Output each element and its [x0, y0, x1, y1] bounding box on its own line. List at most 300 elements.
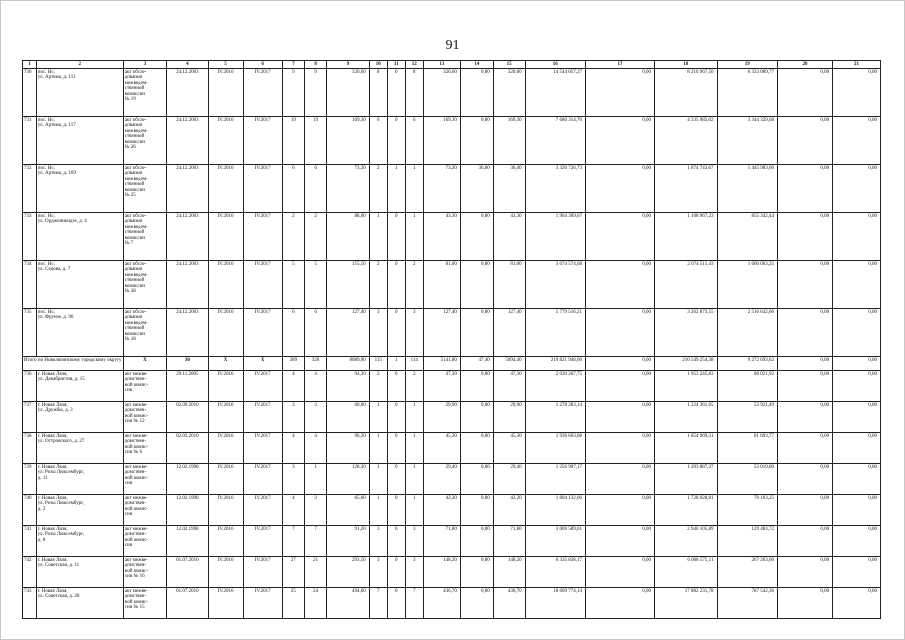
- cell-c21: 0,00: [833, 495, 881, 526]
- cell-c16: 3 069 589,61: [525, 526, 585, 557]
- cell-date: 24.12.2003: [167, 165, 208, 213]
- cell-c10: 1: [369, 402, 387, 433]
- cell-addr: г. Новая Ляля, ул. Декабристов, д. 15: [36, 371, 123, 402]
- cell-c20: 0,00: [777, 261, 832, 309]
- cell-c13: 81,00: [423, 261, 460, 309]
- total-c4: 30: [167, 357, 208, 371]
- housing-table: [22, 60, 881, 619]
- cell-c21: 0,00: [833, 69, 881, 117]
- cell-c7: 9: [282, 69, 304, 117]
- cell-c11: 0: [387, 309, 405, 357]
- cell-c20: 0,00: [777, 557, 832, 588]
- cell-c17: 0,00: [586, 526, 655, 557]
- cell-c16: 14 544 057,27: [525, 69, 585, 117]
- cell-c7: 3: [282, 464, 304, 495]
- column-number: 18: [654, 61, 717, 69]
- total-c21: 0,00: [833, 357, 881, 371]
- column-number-row: [23, 61, 881, 69]
- cell-c8: 4: [305, 371, 327, 402]
- cell-addr: пос. Нс, ул. Фрунзе, д. 96: [36, 309, 123, 357]
- cell-c8: 19: [305, 117, 327, 165]
- cell-doc: акт обсле- дования межведом- ственной комиссии № 18: [123, 309, 166, 357]
- total-row: [23, 357, 881, 371]
- cell-c15: 45,30: [493, 433, 525, 464]
- cell-c11: 0: [387, 433, 405, 464]
- cell-c13: 169,30: [423, 117, 460, 165]
- cell-doc: акт обсле- дования межведом- ственной комиссии № 26: [123, 117, 166, 165]
- cell-c20: 0,00: [777, 588, 832, 619]
- cell-c21: 0,00: [833, 213, 881, 261]
- cell-q1: IV.2016: [208, 495, 243, 526]
- cell-c18: 2 940 105,89: [654, 526, 717, 557]
- cell-q1: IV.2016: [208, 557, 243, 588]
- cell-c9: 88,00: [327, 213, 369, 261]
- cell-c16: 1 256 907,17: [525, 464, 585, 495]
- cell-date: 12.02.1998: [167, 495, 208, 526]
- cell-addr: г. Новая Ляля, ул. Розы Люксембург, д. 8: [36, 526, 123, 557]
- cell-q2: IV.2017: [243, 371, 282, 402]
- cell-c8: 24: [305, 588, 327, 619]
- cell-c15: 47,30: [493, 371, 525, 402]
- cell-c9: 494,00: [327, 588, 369, 619]
- cell-c20: 0,00: [777, 402, 832, 433]
- cell-q1: IV.2016: [208, 117, 243, 165]
- total-c19: 9 272 693,62: [717, 357, 777, 371]
- cell-q1: IV.2016: [208, 309, 243, 357]
- cell-c12: 3: [405, 557, 423, 588]
- cell-doc: акт межве- домствен- ной комис- сии № 16: [123, 557, 166, 588]
- column-number: 11: [387, 61, 405, 69]
- cell-c21: 0,00: [833, 117, 881, 165]
- cell-c7: 6: [282, 165, 304, 213]
- cell-doc: акт межве- домствен- ной комис- сии: [123, 464, 166, 495]
- cell-c10: 8: [369, 69, 387, 117]
- cell-date: 01.07.2010: [167, 588, 208, 619]
- cell-c17: 0,00: [586, 117, 655, 165]
- cell-c17: 0,00: [586, 165, 655, 213]
- table-row: [23, 588, 881, 619]
- cell-c17: 0,00: [586, 309, 655, 357]
- column-number: 15: [493, 61, 525, 69]
- column-number: 16: [525, 61, 585, 69]
- cell-c13: 436,70: [423, 588, 460, 619]
- cell-c19: 53 019,80: [717, 464, 777, 495]
- cell-c17: 0,00: [586, 213, 655, 261]
- cell-num: 735: [23, 309, 37, 357]
- cell-q2: IV.2017: [243, 433, 282, 464]
- cell-addr: пос. Нс, ул. Артема, д. 111: [36, 69, 123, 117]
- cell-c18: 1 203 887,37: [654, 464, 717, 495]
- table-row: [23, 433, 881, 464]
- cell-c10: 1: [369, 495, 387, 526]
- table-row: [23, 495, 881, 526]
- cell-c13: 42,20: [423, 495, 460, 526]
- cell-c20: 0,00: [777, 495, 832, 526]
- column-number: 1: [23, 61, 37, 69]
- cell-c15: 320,60: [493, 69, 525, 117]
- cell-c11: 0: [387, 261, 405, 309]
- column-number: 9: [327, 61, 369, 69]
- total-label: Итого по Новолялинскому городскому округу: [23, 357, 124, 371]
- cell-c8: 5: [305, 261, 327, 309]
- table-row: [23, 261, 881, 309]
- cell-num: 736: [23, 371, 37, 402]
- cell-c17: 0,00: [586, 464, 655, 495]
- cell-c21: 0,00: [833, 588, 881, 619]
- cell-c12: 2: [405, 371, 423, 402]
- cell-c18: 2 074 511,43: [654, 261, 717, 309]
- cell-num: 741: [23, 526, 37, 557]
- cell-c20: 0,00: [777, 526, 832, 557]
- cell-c16: 1 278 283,14: [525, 402, 585, 433]
- cell-c16: 1 804 132,06: [525, 495, 585, 526]
- cell-c11: 0: [387, 371, 405, 402]
- total-c6: X: [243, 357, 282, 371]
- cell-c11: 0: [387, 69, 405, 117]
- cell-c8: 21: [305, 557, 327, 588]
- table-row: [23, 371, 881, 402]
- cell-q2: IV.2017: [243, 526, 282, 557]
- cell-q1: IV.2016: [208, 588, 243, 619]
- cell-c21: 0,00: [833, 557, 881, 588]
- cell-c11: 0: [387, 557, 405, 588]
- cell-doc: акт обсле- дования межведом- ственной комиссии № 38: [123, 261, 166, 309]
- cell-c13: 47,30: [423, 371, 460, 402]
- cell-c20: 0,00: [777, 309, 832, 357]
- cell-c21: 0,00: [833, 165, 881, 213]
- cell-c7: 4: [282, 371, 304, 402]
- cell-q1: IV.2016: [208, 464, 243, 495]
- table-row: [23, 557, 881, 588]
- column-number: 6: [243, 61, 282, 69]
- cell-c10: 1: [369, 433, 387, 464]
- cell-c7: 2: [282, 213, 304, 261]
- cell-c15: 29,90: [493, 402, 525, 433]
- cell-c14: 0,00: [460, 117, 493, 165]
- cell-c12: 7: [405, 588, 423, 619]
- cell-c9: 60,00: [327, 402, 369, 433]
- cell-c11: 0: [387, 526, 405, 557]
- cell-c17: 0,00: [586, 588, 655, 619]
- cell-c10: 2: [369, 165, 387, 213]
- cell-c8: 9: [305, 69, 327, 117]
- cell-addr: г. Новая Ляля, ул. Советская, д. 20: [36, 588, 123, 619]
- cell-doc: акт межве- домствен- ной комис- сии № 6: [123, 433, 166, 464]
- cell-c14: 0,00: [460, 261, 493, 309]
- total-c7: 389: [282, 357, 304, 371]
- cell-c16: 18 669 774,14: [525, 588, 585, 619]
- cell-c8: 2: [305, 213, 327, 261]
- cell-c7: 4: [282, 433, 304, 464]
- cell-c16: 1 936 663,08: [525, 433, 585, 464]
- cell-doc: акт межве- домствен- ной комис- сии № 12: [123, 402, 166, 433]
- cell-num: 733: [23, 213, 37, 261]
- cell-q1: IV.2016: [208, 69, 243, 117]
- cell-c20: 0,00: [777, 69, 832, 117]
- cell-addr: г. Новая Ляля, ул. Дружбы, д. 3: [36, 402, 123, 433]
- cell-c14: 0,00: [460, 464, 493, 495]
- total-c11: 1: [387, 357, 405, 371]
- cell-c15: 81,00: [493, 261, 525, 309]
- cell-num: 732: [23, 165, 37, 213]
- cell-q1: IV.2016: [208, 165, 243, 213]
- cell-c20: 0,00: [777, 464, 832, 495]
- cell-c17: 0,00: [586, 371, 655, 402]
- cell-c10: 1: [369, 464, 387, 495]
- cell-c12: 3: [405, 309, 423, 357]
- total-c15: 5094,40: [493, 357, 525, 371]
- cell-c10: 2: [369, 261, 387, 309]
- cell-num: 743: [23, 588, 37, 619]
- cell-c12: 1: [405, 495, 423, 526]
- cell-c13: 148,20: [423, 557, 460, 588]
- cell-c15: 436,70: [493, 588, 525, 619]
- cell-c8: 3: [305, 402, 327, 433]
- column-number: 4: [167, 61, 208, 69]
- cell-c13: 71,80: [423, 526, 460, 557]
- cell-c11: 0: [387, 588, 405, 619]
- cell-c9: 127,40: [327, 309, 369, 357]
- cell-c12: 1: [405, 213, 423, 261]
- cell-addr: пос. Нс, ул. Седова, д. 7: [36, 261, 123, 309]
- cell-c18: 1 854 969,31: [654, 433, 717, 464]
- column-number: 21: [833, 61, 881, 69]
- cell-c16: 6 335 838,17: [525, 557, 585, 588]
- cell-c14: 0,00: [460, 588, 493, 619]
- cell-c18: 1 874 743,67: [654, 165, 717, 213]
- cell-c16: 5 779 516,21: [525, 309, 585, 357]
- column-number: 20: [777, 61, 832, 69]
- cell-c12: 6: [405, 117, 423, 165]
- cell-c11: 0: [387, 464, 405, 495]
- cell-date: 24.12.2003: [167, 213, 208, 261]
- cell-c13: 43,30: [423, 213, 460, 261]
- cell-c16: 3 320 726,73: [525, 165, 585, 213]
- cell-date: 12.02.1998: [167, 464, 208, 495]
- total-c5: X: [208, 357, 243, 371]
- cell-c8: 7: [305, 526, 327, 557]
- cell-c9: 94,30: [327, 371, 369, 402]
- cell-c14: 0,00: [460, 371, 493, 402]
- cell-q2: IV.2017: [243, 213, 282, 261]
- cell-doc: акт межве- домствен- ной комис- сии № 15: [123, 588, 166, 619]
- cell-c17: 0,00: [586, 557, 655, 588]
- cell-date: 02.03.2010: [167, 433, 208, 464]
- cell-c19: 6 333 089,77: [717, 69, 777, 117]
- cell-date: 24.12.2003: [167, 117, 208, 165]
- cell-c10: 3: [369, 557, 387, 588]
- column-number: 17: [586, 61, 655, 69]
- cell-c9: 155,50: [327, 261, 369, 309]
- table-row: [23, 402, 881, 433]
- cell-c9: 91,20: [327, 526, 369, 557]
- cell-c20: 0,00: [777, 165, 832, 213]
- cell-c12: 2: [405, 261, 423, 309]
- cell-q2: IV.2017: [243, 557, 282, 588]
- cell-c11: 0: [387, 495, 405, 526]
- cell-c19: 76 103,25: [717, 495, 777, 526]
- cell-c14: 0,00: [460, 495, 493, 526]
- table-row: [23, 165, 881, 213]
- cell-c19: 787 542,36: [717, 588, 777, 619]
- column-number: 2: [36, 61, 123, 69]
- table-row: [23, 464, 881, 495]
- total-c13: 5141,80: [423, 357, 460, 371]
- cell-c17: 0,00: [586, 433, 655, 464]
- cell-q1: IV.2016: [208, 213, 243, 261]
- cell-c21: 0,00: [833, 402, 881, 433]
- cell-c13: 73,20: [423, 165, 460, 213]
- cell-c8: 3: [305, 495, 327, 526]
- cell-c10: 3: [369, 309, 387, 357]
- column-number: 14: [460, 61, 493, 69]
- cell-c21: 0,00: [833, 526, 881, 557]
- column-number: 10: [369, 61, 387, 69]
- cell-c19: 1 600 063,25: [717, 261, 777, 309]
- cell-c9: 320,60: [327, 69, 369, 117]
- cell-c11: 0: [387, 117, 405, 165]
- cell-c19: 53 921,49: [717, 402, 777, 433]
- cell-c14: 0,00: [460, 433, 493, 464]
- cell-c8: 4: [305, 433, 327, 464]
- cell-c19: 2 516 642,66: [717, 309, 777, 357]
- cell-c8: 6: [305, 309, 327, 357]
- cell-addr: пос. Нс, ул. Орджоникидзе, д. 4: [36, 213, 123, 261]
- cell-c9: 96,20: [327, 433, 369, 464]
- cell-c12: 1: [405, 402, 423, 433]
- cell-date: 12.02.1998: [167, 526, 208, 557]
- cell-c7: 27: [282, 557, 304, 588]
- cell-c21: 0,00: [833, 371, 881, 402]
- cell-addr: пос. Нс, ул. Артема, д. 169: [36, 165, 123, 213]
- cell-c15: 169,30: [493, 117, 525, 165]
- table-row: [23, 213, 881, 261]
- cell-doc: акт обсле- дования межведом- ственной комиссии № 25: [123, 165, 166, 213]
- table-row: [23, 526, 881, 557]
- total-c9: 8089,90: [327, 357, 369, 371]
- cell-c10: 3: [369, 526, 387, 557]
- cell-doc: акт обсле- дования межведом- ственной комиссии № 19: [123, 69, 166, 117]
- cell-q1: IV.2016: [208, 402, 243, 433]
- cell-q1: IV.2016: [208, 371, 243, 402]
- cell-c9: 73,20: [327, 165, 369, 213]
- cell-c20: 0,00: [777, 371, 832, 402]
- cell-c16: 1 964 309,67: [525, 213, 585, 261]
- cell-c14: 0,00: [460, 309, 493, 357]
- page-number: 91: [445, 38, 460, 53]
- cell-c12: 3: [405, 526, 423, 557]
- cell-date: 24.12.2003: [167, 69, 208, 117]
- column-number: 13: [423, 61, 460, 69]
- cell-c10: 1: [369, 213, 387, 261]
- cell-q2: IV.2017: [243, 495, 282, 526]
- cell-c18: 3 262 873,55: [654, 309, 717, 357]
- cell-c12: 1: [405, 165, 423, 213]
- column-number: 5: [208, 61, 243, 69]
- cell-c11: 1: [387, 165, 405, 213]
- cell-c15: 29,40: [493, 464, 525, 495]
- cell-c7: 19: [282, 117, 304, 165]
- cell-c19: 129 483,72: [717, 526, 777, 557]
- cell-c10: 7: [369, 588, 387, 619]
- cell-date: 01.07.2010: [167, 557, 208, 588]
- cell-num: 737: [23, 402, 37, 433]
- cell-c8: 1: [305, 464, 327, 495]
- cell-c21: 0,00: [833, 309, 881, 357]
- total-c14: 47,40: [460, 357, 493, 371]
- cell-c18: 17 882 231,78: [654, 588, 717, 619]
- column-number: 19: [717, 61, 777, 69]
- cell-q2: IV.2017: [243, 588, 282, 619]
- cell-c18: 8 210 967,50: [654, 69, 717, 117]
- cell-q2: IV.2017: [243, 117, 282, 165]
- cell-c21: 0,00: [833, 433, 881, 464]
- cell-c21: 0,00: [833, 261, 881, 309]
- cell-c20: 0,00: [777, 213, 832, 261]
- cell-num: 734: [23, 261, 37, 309]
- cell-c19: 267 263,06: [717, 557, 777, 588]
- cell-c15: 127,40: [493, 309, 525, 357]
- cell-c18: 6 068 575,11: [654, 557, 717, 588]
- cell-c7: 6: [282, 309, 304, 357]
- cell-c12: 8: [405, 69, 423, 117]
- cell-c11: 0: [387, 213, 405, 261]
- cell-c13: 29,40: [423, 464, 460, 495]
- column-number: 3: [123, 61, 166, 69]
- cell-c19: 81 693,77: [717, 433, 777, 464]
- cell-c15: 148,20: [493, 557, 525, 588]
- cell-num: 730: [23, 69, 37, 117]
- cell-num: 739: [23, 464, 37, 495]
- cell-q2: IV.2017: [243, 464, 282, 495]
- cell-addr: г. Новая Ляля, ул. Советская, д. 11: [36, 557, 123, 588]
- cell-doc: акт обсле- дования межведом- ственной комиссии № 7: [123, 213, 166, 261]
- cell-q1: IV.2016: [208, 526, 243, 557]
- cell-c20: 0,00: [777, 117, 832, 165]
- cell-c13: 45,30: [423, 433, 460, 464]
- cell-c14: 0,00: [460, 557, 493, 588]
- table-row: [23, 117, 881, 165]
- cell-c20: 0,00: [777, 433, 832, 464]
- cell-c15: 71,80: [493, 526, 525, 557]
- cell-c15: 36,40: [493, 165, 525, 213]
- cell-q2: IV.2017: [243, 261, 282, 309]
- cell-c19: 3 344 329,68: [717, 117, 777, 165]
- cell-c18: 4 335 985,02: [654, 117, 717, 165]
- cell-doc: акт межве- домствен- ной комис- сии: [123, 495, 166, 526]
- cell-doc: акт межве- домствен- ной комис- сии: [123, 371, 166, 402]
- cell-q2: IV.2017: [243, 69, 282, 117]
- cell-c9: 169,30: [327, 117, 369, 165]
- cell-c9: 293,50: [327, 557, 369, 588]
- cell-c13: 127,40: [423, 309, 460, 357]
- cell-num: 731: [23, 117, 37, 165]
- cell-c18: 1 108 967,23: [654, 213, 717, 261]
- cell-date: 24.12.2003: [167, 261, 208, 309]
- cell-c11: 0: [387, 402, 405, 433]
- cell-c19: 1 445 983,06: [717, 165, 777, 213]
- cell-c14: 36,80: [460, 165, 493, 213]
- cell-c8: 6: [305, 165, 327, 213]
- cell-c12: 1: [405, 433, 423, 464]
- cell-doc: акт межве- домствен- ной комис- сии: [123, 526, 166, 557]
- cell-c9: 85,60: [327, 495, 369, 526]
- cell-c10: 2: [369, 371, 387, 402]
- cell-c14: 0,00: [460, 213, 493, 261]
- cell-c17: 0,00: [586, 261, 655, 309]
- cell-c7: 3: [282, 402, 304, 433]
- cell-q2: IV.2017: [243, 165, 282, 213]
